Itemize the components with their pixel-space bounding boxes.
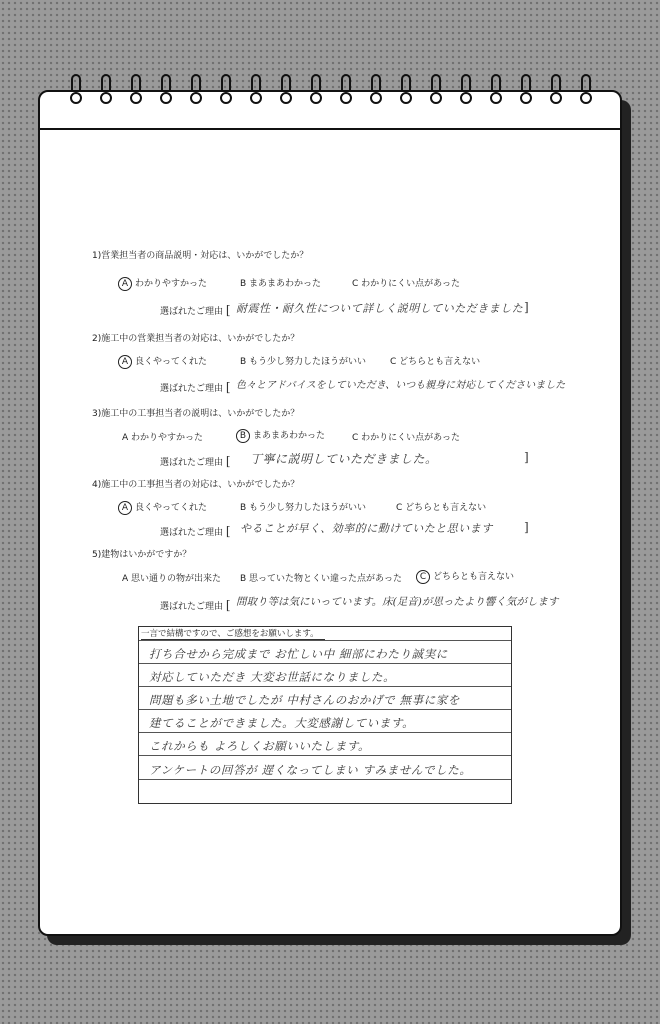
binding-ring-icon: [71, 74, 81, 112]
comment-rule: [139, 663, 511, 664]
q4-answer[interactable]: やることが早く、効率的に動けていたと思います: [240, 522, 493, 535]
binding-ring-icon: [581, 74, 591, 112]
q5-option-a[interactable]: A 思い通りの物が出来た: [122, 574, 222, 584]
q1-bracket-close: ]: [524, 300, 529, 314]
q1-option-a-label: わかりやすかった: [135, 279, 208, 289]
binding-ring-icon: [341, 74, 351, 112]
comment-line: 打ち合せから完成まで お忙しい中 細部にわたり誠実に: [149, 647, 448, 661]
q2-option-a-label: 良くやってくれた: [135, 357, 208, 367]
binding-ring-icon: [191, 74, 201, 112]
reason-label-text: 選ばれたご理由: [160, 307, 224, 317]
comment-rule: [139, 709, 511, 710]
q3-option-b-label: まあまあわかった: [253, 431, 326, 441]
reason-label-text: 選ばれたご理由: [160, 602, 224, 612]
binding-ring-icon: [131, 74, 141, 112]
q2-reason-label: 選ばれたご理由 [: [160, 380, 231, 394]
q4-reason-label: 選ばれたご理由 [: [160, 524, 231, 538]
q2-answer[interactable]: 色々とアドバイスをしていただき、いつも親身に対応してくださいました: [236, 380, 566, 391]
comment-rule: [139, 755, 511, 756]
question-1: 1)営業担当者の商品説明・対応は、いかがでしたか？: [92, 251, 309, 261]
selected-circle-icon: A: [118, 355, 132, 369]
question-3: 3)施工中の工事担当者の説明は、いかがでしたか？: [92, 409, 300, 419]
selected-circle-icon: A: [118, 277, 132, 291]
comment-line: アンケートの回答が 遅くなってしまい すみませんでした。: [149, 763, 472, 777]
binding-ring-icon: [431, 74, 441, 112]
q3-option-a[interactable]: A わかりやすかった: [122, 433, 204, 443]
comment-box-header: 一言で結構ですので、ご感想をお願いします。: [141, 627, 325, 640]
comment-line: これからも よろしくお願いいたします。: [149, 739, 371, 753]
binding-ring-icon: [521, 74, 531, 112]
q4-option-c[interactable]: C どちらとも言えない: [396, 503, 487, 513]
reason-label-text: 選ばれたご理由: [160, 528, 224, 538]
question-2: 2)施工中の営業担当者の対応は、いかがでしたか？: [92, 334, 300, 344]
q5-option-c-label: どちらとも言えない: [433, 572, 515, 582]
binding-ring-icon: [311, 74, 321, 112]
selected-circle-icon: C: [416, 570, 430, 584]
q2-option-b[interactable]: B もう少し努力したほうがいい: [240, 357, 367, 367]
q4-option-a[interactable]: [118, 500, 207, 515]
binding-ring-icon: [161, 74, 171, 112]
comment-box[interactable]: [138, 626, 512, 804]
reason-label-text: 選ばれたご理由: [160, 384, 224, 394]
q5-option-b[interactable]: B 思っていた物とくい違った点があった: [240, 574, 402, 584]
comment-line: 建てることができました。大変感謝しています。: [149, 716, 415, 730]
binding-ring-icon: [401, 74, 411, 112]
question-4: 4)施工中の工事担当者の対応は、いかがでしたか？: [92, 480, 300, 490]
q1-answer[interactable]: 耐震性・耐久性について詳しく説明していただきました: [236, 302, 524, 315]
spiral-binding: [38, 74, 622, 114]
binding-ring-icon: [461, 74, 471, 112]
question-5: 5)建物はいかがですか？: [92, 550, 192, 560]
q3-option-c[interactable]: C わかりにくい点があった: [352, 433, 461, 443]
q4-bracket-close: ]: [524, 520, 529, 534]
reason-label-text: 選ばれたご理由: [160, 458, 224, 468]
comment-rule: [139, 686, 511, 687]
comment-rule: [139, 640, 511, 641]
binding-ring-icon: [491, 74, 501, 112]
q5-reason-label: 選ばれたご理由 [: [160, 598, 231, 612]
comment-line: 対応していただき 大変お世話になりました。: [149, 670, 396, 684]
q1-option-a[interactable]: [118, 276, 207, 291]
q1-option-b[interactable]: B まあまあわかった: [240, 279, 322, 289]
comment-rule: [139, 779, 511, 780]
binding-ring-icon: [281, 74, 291, 112]
q2-option-c[interactable]: C どちらとも言えない: [390, 357, 481, 367]
q1-reason-label: 選ばれたご理由 [: [160, 303, 231, 317]
q1-option-c[interactable]: C わかりにくい点があった: [352, 279, 461, 289]
q3-reason-label: 選ばれたご理由 [: [160, 454, 231, 468]
binding-ring-icon: [101, 74, 111, 112]
q2-option-a[interactable]: [118, 354, 207, 369]
binding-ring-icon: [371, 74, 381, 112]
comment-rule: [139, 732, 511, 733]
q3-bracket-close: ]: [524, 450, 529, 464]
binding-ring-icon: [551, 74, 561, 112]
q5-answer[interactable]: 間取り等は気にいっています。床(足音)が思ったより響く気がします: [236, 596, 559, 608]
comment-line: 問題も多い土地でしたが 中村さんのおかげで 無事に家を: [149, 693, 461, 707]
q3-option-b[interactable]: [236, 428, 325, 443]
q3-answer[interactable]: 丁寧に説明していただきました。: [250, 452, 438, 466]
selected-circle-icon: A: [118, 501, 132, 515]
binding-ring-icon: [251, 74, 261, 112]
q4-option-b[interactable]: B もう少し努力したほうがいい: [240, 503, 367, 513]
q5-option-c[interactable]: [416, 569, 514, 584]
page-top-rule: [40, 128, 620, 130]
binding-ring-icon: [221, 74, 231, 112]
selected-circle-icon: B: [236, 429, 250, 443]
q4-option-a-label: 良くやってくれた: [135, 503, 208, 513]
